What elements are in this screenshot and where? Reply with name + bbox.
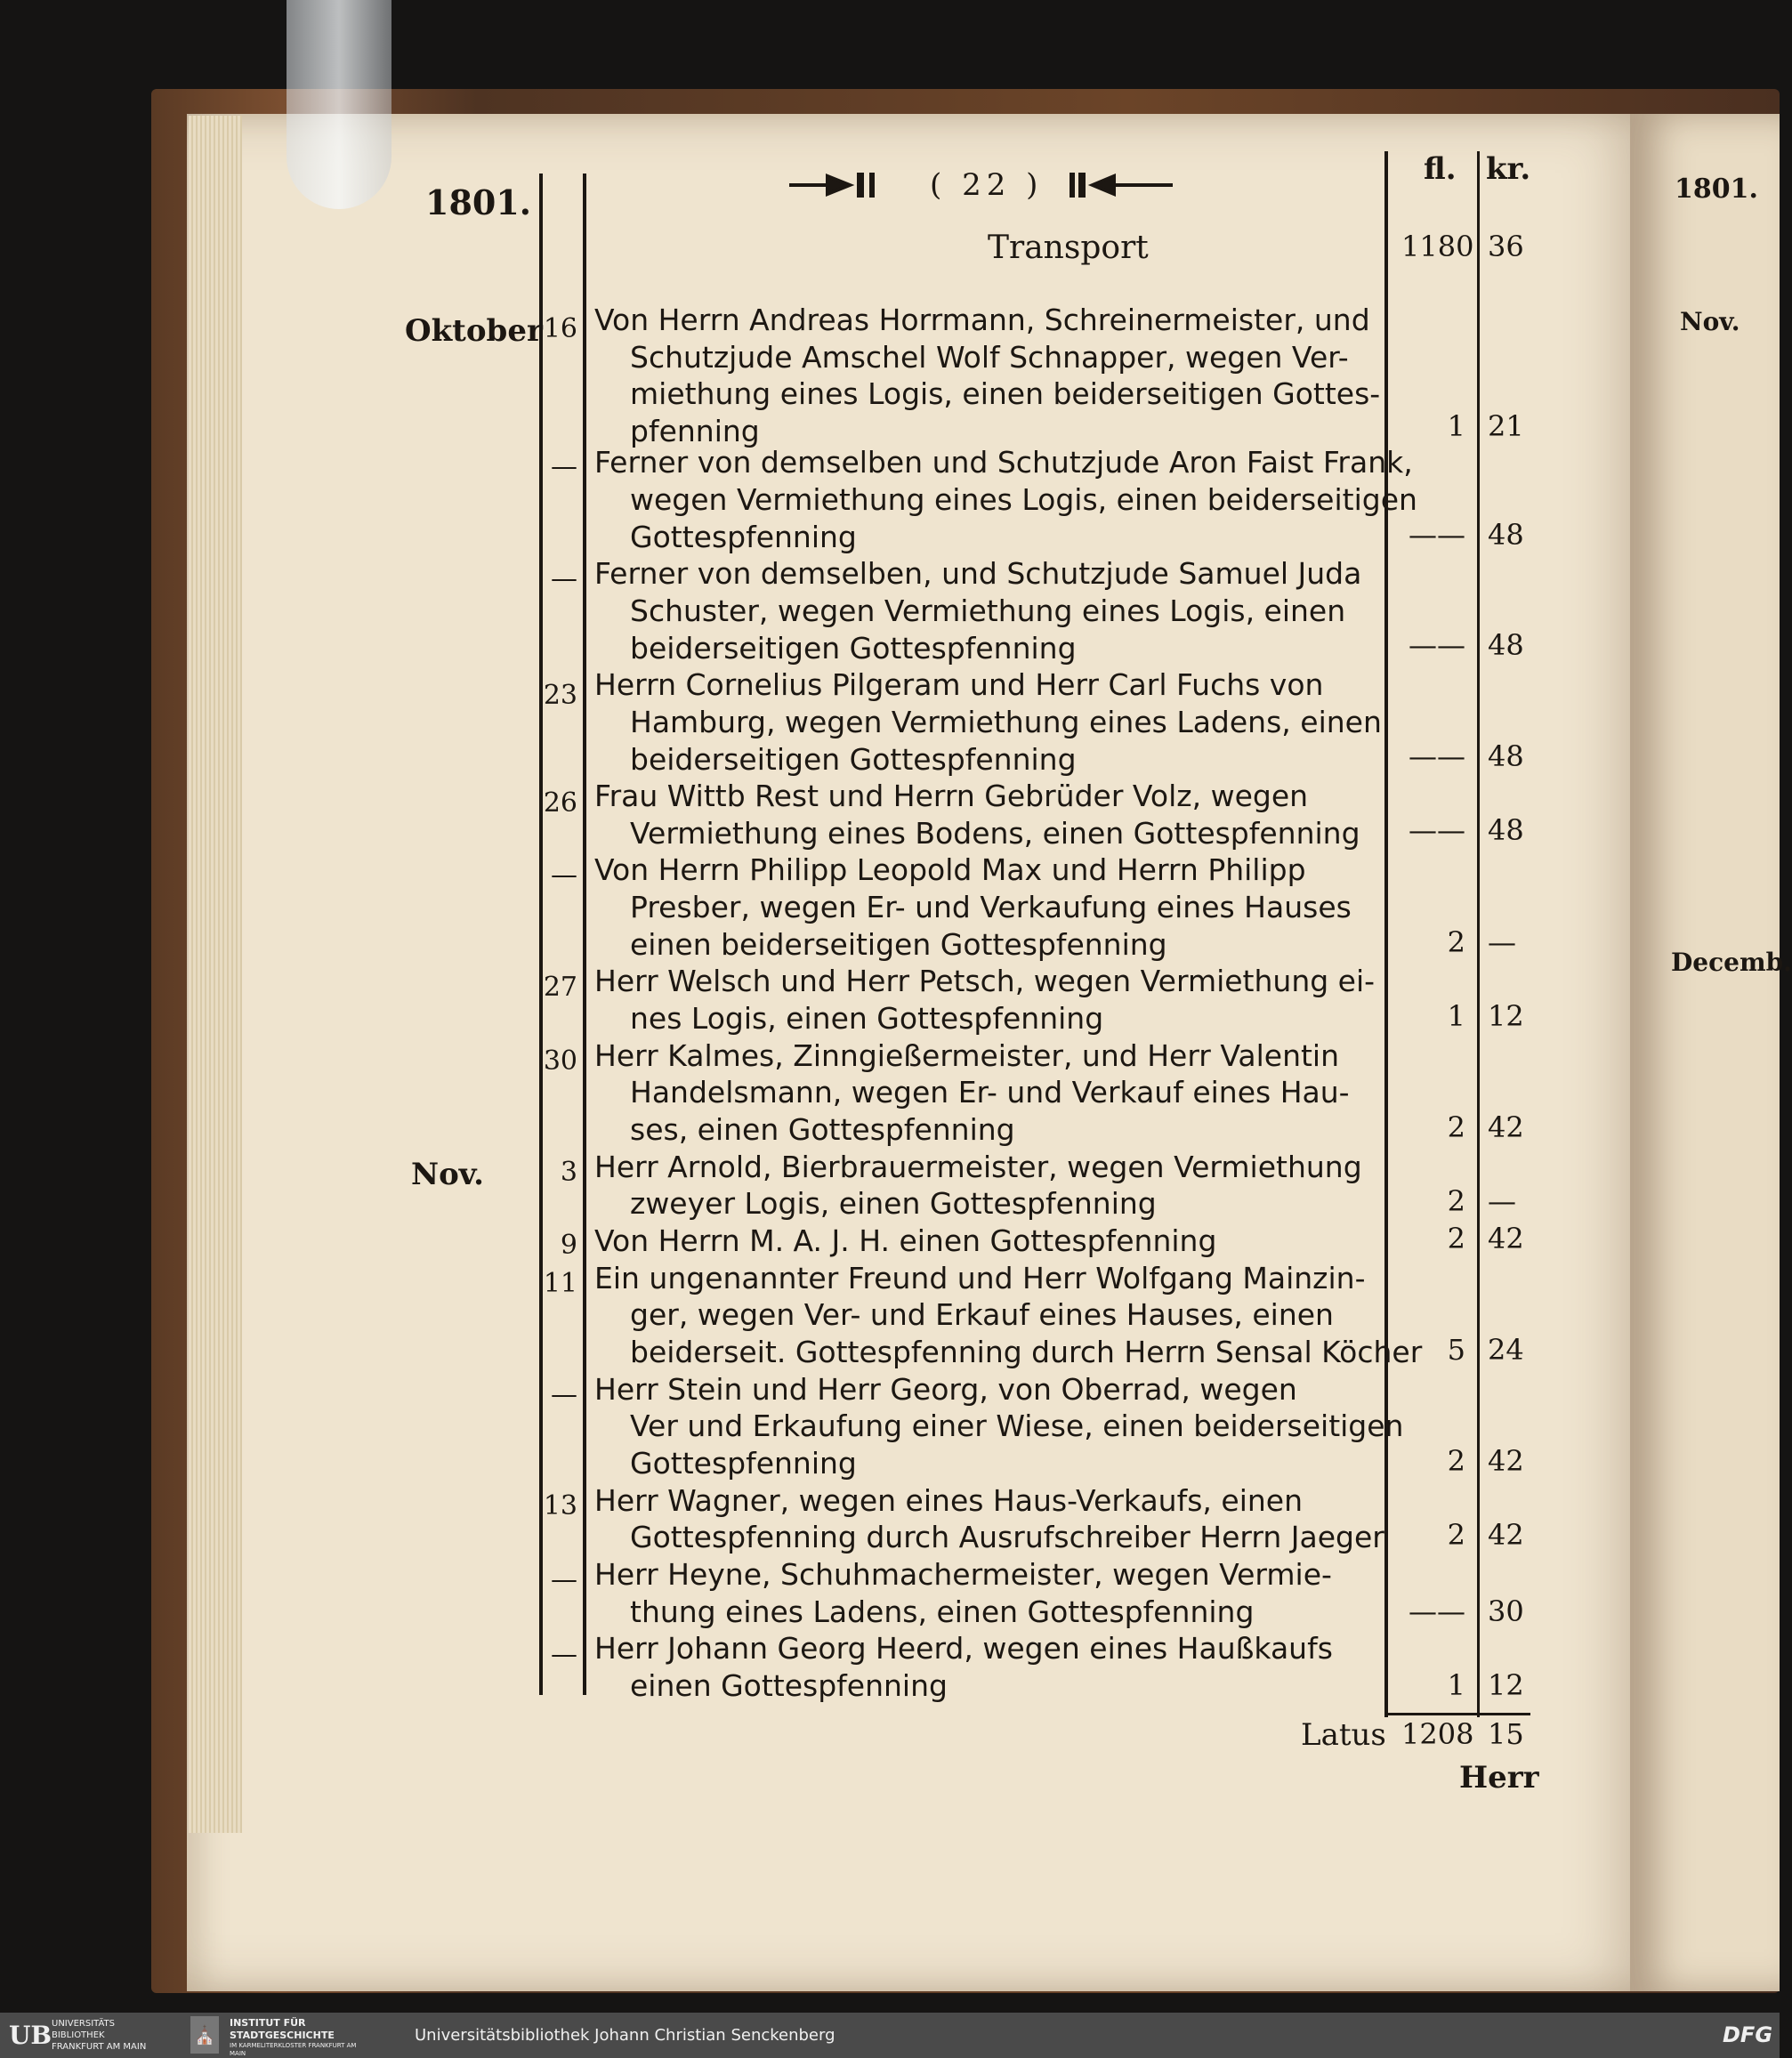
- entry-line: Gottespfenning: [630, 1446, 857, 1481]
- month-label: Oktober: [405, 313, 543, 349]
- amount-fl: 2: [1447, 1110, 1465, 1144]
- ub-logo: UB: [9, 2021, 52, 2050]
- entry-line: beiderseitigen Gottespfenning: [630, 631, 1077, 666]
- facing-page: [1630, 114, 1780, 1991]
- rule-fl: [1384, 151, 1388, 1717]
- amount-fl: 1: [1447, 999, 1465, 1033]
- ub-logo-text: UNIVERSITÄTS BIBLIOTHEK FRANKFURT AM MAIN: [52, 2019, 147, 2052]
- amount-kr: 30: [1488, 1594, 1524, 1628]
- amount-fl: 5: [1447, 1333, 1465, 1367]
- viewer-banner: [0, 2013, 1780, 2058]
- day-label: 16: [543, 313, 577, 344]
- amount-kr: 12: [1488, 1668, 1524, 1702]
- year-label: 1801.: [425, 182, 531, 222]
- entry-line: Herr Stein und Herr Georg, von Oberrad, wegen: [594, 1372, 1297, 1407]
- rule-day: [583, 174, 586, 1695]
- institute-subtitle: IM KARMELITERKLOSTER FRANKFURT AM MAIN: [230, 2042, 357, 2057]
- entry-line: einen Gottespfenning: [630, 1668, 948, 1703]
- entry-line: zweyer Logis, einen Gottespfenning: [630, 1186, 1157, 1221]
- entry-line: Gottespfenning: [630, 520, 857, 554]
- amount-kr: 42: [1488, 1518, 1524, 1552]
- day-label: —: [551, 1564, 577, 1595]
- entry-line: Gottespfenning durch Ausrufschreiber Herrn Jaeger: [630, 1520, 1384, 1554]
- month-label: Nov.: [411, 1157, 484, 1192]
- transport-fl: 1180: [1401, 230, 1474, 263]
- entry-line: Presber, wegen Er- und Verkaufung eines Hauses: [630, 890, 1352, 924]
- entry-line: miethung eines Logis, einen beiderseitigen Gottes-: [630, 376, 1381, 411]
- entry-line: Von Herrn Andreas Horrmann, Schreinermeister, und: [594, 303, 1370, 337]
- entry-line: Hamburg, wegen Vermiethung eines Ladens, einen: [630, 705, 1382, 739]
- amount-fl: 2: [1447, 925, 1465, 959]
- amount-kr: 48: [1488, 518, 1524, 552]
- amount-fl: 2: [1447, 1222, 1465, 1255]
- entry-line: Von Herrn Philipp Leopold Max und Herrn Philipp: [594, 852, 1306, 887]
- entry-line: einen beiderseitigen Gottespfenning: [630, 927, 1167, 962]
- amount-fl: ——: [1409, 628, 1465, 662]
- entry-line: Schuster, wegen Vermiethung eines Logis, einen: [630, 593, 1346, 628]
- entry-line: Handelsmann, wegen Er- und Verkauf eines Hau-: [630, 1075, 1350, 1110]
- left-ornament-icon: [787, 167, 881, 203]
- amount-fl: ——: [1409, 518, 1465, 552]
- facing-month: Decemb.: [1671, 948, 1792, 977]
- page-clip: [287, 0, 391, 209]
- amount-kr: 21: [1488, 409, 1524, 443]
- transport-kr: 36: [1488, 230, 1524, 263]
- day-label: 13: [543, 1490, 577, 1521]
- amount-fl: 2: [1447, 1518, 1465, 1552]
- entry-line: Von Herrn M. A. J. H. einen Gottespfenning: [594, 1223, 1217, 1258]
- day-label: 9: [560, 1230, 577, 1261]
- day-label: 30: [543, 1045, 577, 1077]
- entry-line: Herrn Cornelius Pilgeram und Herr Carl Fuchs von: [594, 667, 1324, 702]
- sum-rule: [1388, 1713, 1530, 1715]
- day-label: —: [551, 1639, 577, 1670]
- amount-kr: 12: [1488, 999, 1524, 1033]
- rule-kr: [1477, 151, 1480, 1717]
- amount-fl: 1: [1447, 409, 1465, 443]
- entry-line: Ferner von demselben und Schutzjude Aron Faist Frank,: [594, 445, 1413, 480]
- transport-label: Transport: [988, 230, 1149, 266]
- entry-line: thung eines Ladens, einen Gottespfenning: [630, 1594, 1255, 1629]
- entry-line: Herr Heyne, Schuhmachermeister, wegen Vermie-: [594, 1557, 1332, 1592]
- entry-line: Herr Kalmes, Zinngießermeister, und Herr Valentin: [594, 1038, 1340, 1073]
- dfg-logo: DFG: [1723, 2022, 1773, 2047]
- latus-kr: 15: [1488, 1717, 1524, 1751]
- day-label: 26: [543, 787, 577, 819]
- rule-left: [539, 174, 543, 1695]
- amount-fl: 1: [1447, 1668, 1465, 1702]
- entry-line: Herr Arnold, Bierbrauermeister, wegen Vermiethung: [594, 1150, 1362, 1184]
- institute-title: INSTITUT FÜR STADTGESCHICHTE: [230, 2017, 335, 2041]
- amount-fl: 2: [1447, 1444, 1465, 1478]
- day-label: —: [551, 860, 577, 891]
- right-ornament-icon: [1068, 167, 1174, 203]
- amount-kr: —: [1488, 925, 1516, 959]
- amount-fl: ——: [1409, 1594, 1465, 1628]
- entry-line: wegen Vermiethung eines Logis, einen beiderseitigen: [630, 482, 1417, 517]
- day-label: 3: [560, 1157, 577, 1188]
- day-label: —: [551, 1379, 577, 1410]
- amount-kr: 48: [1488, 813, 1524, 847]
- credit-text: Universitätsbibliothek Johann Christian Senckenberg: [415, 2026, 835, 2045]
- entry-line: Vermiethung eines Bodens, einen Gottespfenning: [630, 816, 1360, 851]
- day-label: 11: [543, 1268, 577, 1299]
- amount-kr: 42: [1488, 1110, 1524, 1144]
- entry-line: beiderseit. Gottespfenning durch Herrn Sensal Köcher: [630, 1335, 1423, 1369]
- entry-line: nes Logis, einen Gottespfenning: [630, 1001, 1104, 1036]
- day-label: 27: [543, 972, 577, 1003]
- facing-year: 1801.: [1675, 174, 1758, 205]
- entry-line: beiderseitigen Gottespfenning: [630, 742, 1077, 777]
- day-label: —: [551, 563, 577, 594]
- entry-line: Ver und Erkaufung einer Wiese, einen beiderseitigen: [630, 1408, 1404, 1443]
- institute-logo-icon: ⛪: [190, 2016, 219, 2054]
- col-kr-header: kr.: [1486, 151, 1531, 187]
- amount-fl: 2: [1447, 1184, 1465, 1218]
- entry-line: ger, wegen Ver- und Erkauf eines Hauses, einen: [630, 1297, 1334, 1332]
- amount-kr: 42: [1488, 1444, 1524, 1478]
- page-edges: [189, 116, 242, 1833]
- entry-line: Herr Johann Georg Heerd, wegen eines Haußkaufs: [594, 1631, 1333, 1666]
- amount-kr: 48: [1488, 628, 1524, 662]
- amount-kr: 24: [1488, 1333, 1524, 1367]
- page-number: ( 22 ): [930, 167, 1044, 203]
- entry-line: Frau Wittb Rest und Herrn Gebrüder Volz, wegen: [594, 779, 1309, 813]
- amount-kr: —: [1488, 1184, 1516, 1218]
- catchword: Herr: [1459, 1760, 1539, 1796]
- entry-line: Schutzjude Amschel Wolf Schnapper, wegen Ver-: [630, 340, 1349, 375]
- entry-line: Herr Welsch und Herr Petsch, wegen Vermiethung ei-: [594, 964, 1376, 998]
- entry-line: Herr Wagner, wegen eines Haus-Verkaufs, einen: [594, 1483, 1303, 1518]
- day-label: —: [551, 451, 577, 482]
- entry-line: Ferner von demselben, und Schutzjude Samuel Juda: [594, 556, 1362, 591]
- amount-kr: 48: [1488, 739, 1524, 773]
- amount-fl: ——: [1409, 739, 1465, 773]
- entry-line: ses, einen Gottespfenning: [630, 1112, 1015, 1147]
- facing-month: Nov.: [1680, 307, 1740, 336]
- amount-kr: 42: [1488, 1222, 1524, 1255]
- day-label: 23: [543, 680, 577, 711]
- col-fl-header: fl.: [1424, 151, 1457, 187]
- entry-line: pfenning: [630, 414, 760, 448]
- amount-fl: ——: [1409, 813, 1465, 847]
- latus-fl: 1208: [1401, 1717, 1474, 1751]
- entry-line: Ein ungenannter Freund und Herr Wolfgang Mainzin-: [594, 1261, 1366, 1295]
- latus-label: Latus: [1301, 1717, 1386, 1753]
